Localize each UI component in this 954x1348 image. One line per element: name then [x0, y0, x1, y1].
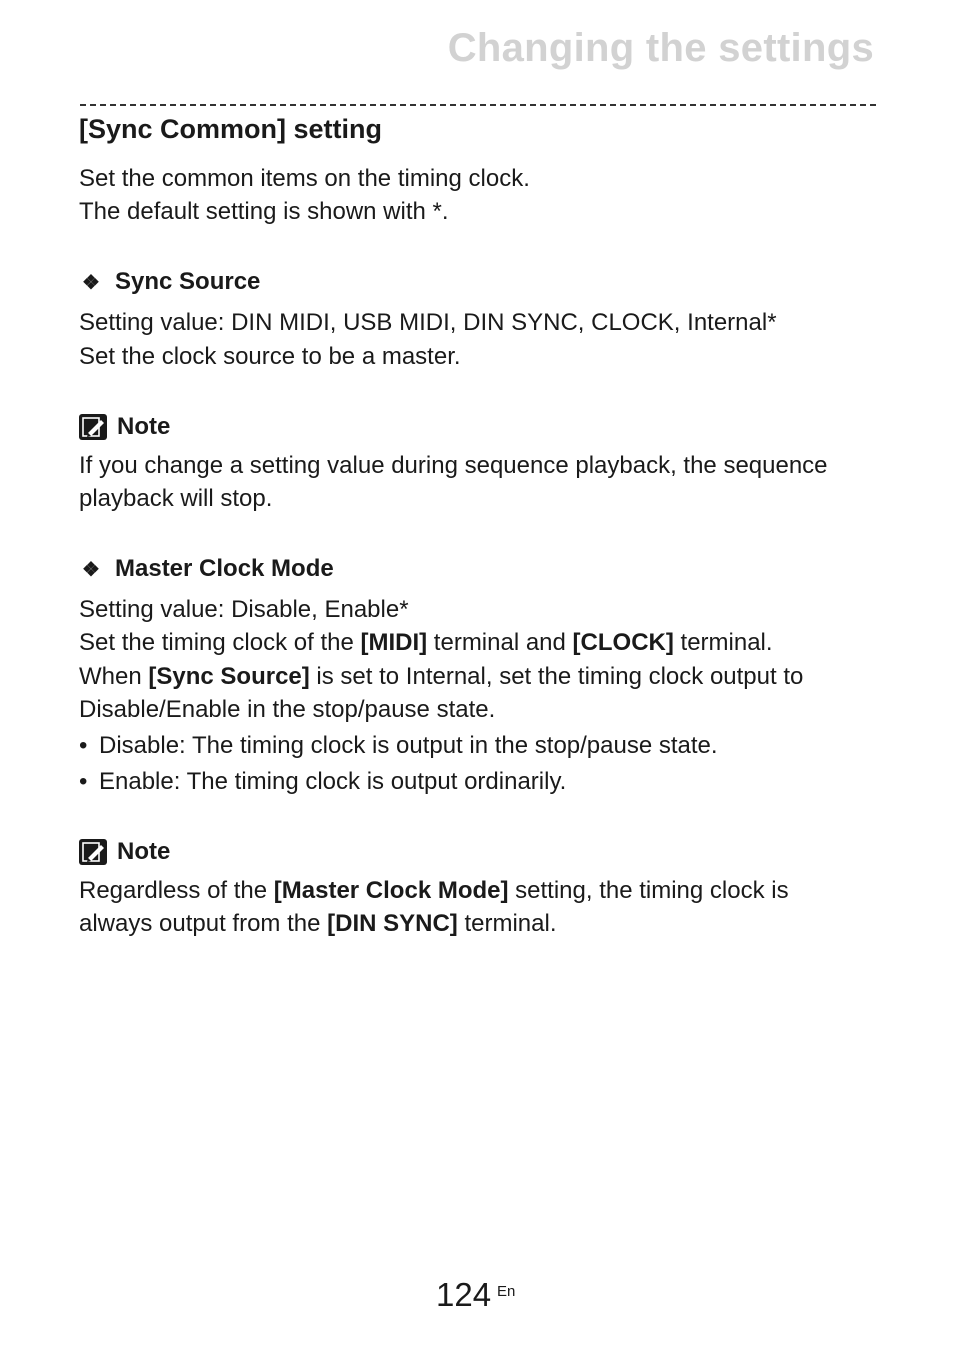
bullet-dot: •	[79, 768, 88, 795]
note-label-1: Note	[117, 413, 171, 440]
intro-line-1: Set the common items on the timing clock.	[79, 165, 530, 192]
note-pencil-icon	[79, 839, 107, 865]
note1-text-line-1: If you change a setting value during sequence playback, the sequence	[79, 452, 828, 479]
master-clock-desc-line-1: Set the timing clock of the [MIDI] terminal and [CLOCK] terminal.	[79, 629, 773, 656]
sync-source-setting-value: Setting value: DIN MIDI, USB MIDI, DIN SYNC, CLOCK, Internal*	[79, 309, 777, 336]
sync-source-heading	[79, 268, 260, 296]
note-label-2: Note	[117, 838, 171, 865]
note1-text-line-2: playback will stop.	[79, 485, 273, 512]
master-clock-heading-label: Master Clock Mode	[115, 555, 334, 582]
note2-text-line-2: always output from the [DIN SYNC] terminal.	[79, 910, 557, 937]
list-item: • Disable: The timing clock is output in the stop/pause state.	[79, 729, 718, 763]
note-heading-2	[79, 838, 170, 866]
note-pencil-icon	[79, 414, 107, 440]
dashed-divider	[80, 104, 876, 106]
sync-source-heading-label: Sync Source	[115, 268, 261, 295]
page-header-title: Changing the settings	[447, 26, 874, 70]
master-clock-heading	[79, 555, 334, 583]
diamond-bullet-icon: ❖	[82, 271, 100, 294]
page-language-label: En	[497, 1283, 516, 1300]
bullet-dot: •	[79, 732, 88, 759]
master-clock-setting-value: Setting value: Disable, Enable*	[79, 596, 409, 623]
page-number: 124	[436, 1276, 492, 1313]
list-item: • Enable: The timing clock is output ordinarily.	[79, 765, 566, 799]
master-clock-desc-line-3: Disable/Enable in the stop/pause state.	[79, 696, 496, 723]
sync-source-description: Set the clock source to be a master.	[79, 343, 461, 370]
diamond-bullet-icon: ❖	[82, 558, 100, 581]
section-title: [Sync Common] setting	[79, 114, 383, 144]
intro-line-2: The default setting is shown with *.	[79, 198, 449, 225]
note-heading-1	[79, 413, 170, 441]
master-clock-desc-line-2: When [Sync Source] is set to Internal, set the timing clock output to	[79, 663, 804, 690]
note2-text-line-1: Regardless of the [Master Clock Mode] setting, the timing clock is	[79, 877, 789, 904]
